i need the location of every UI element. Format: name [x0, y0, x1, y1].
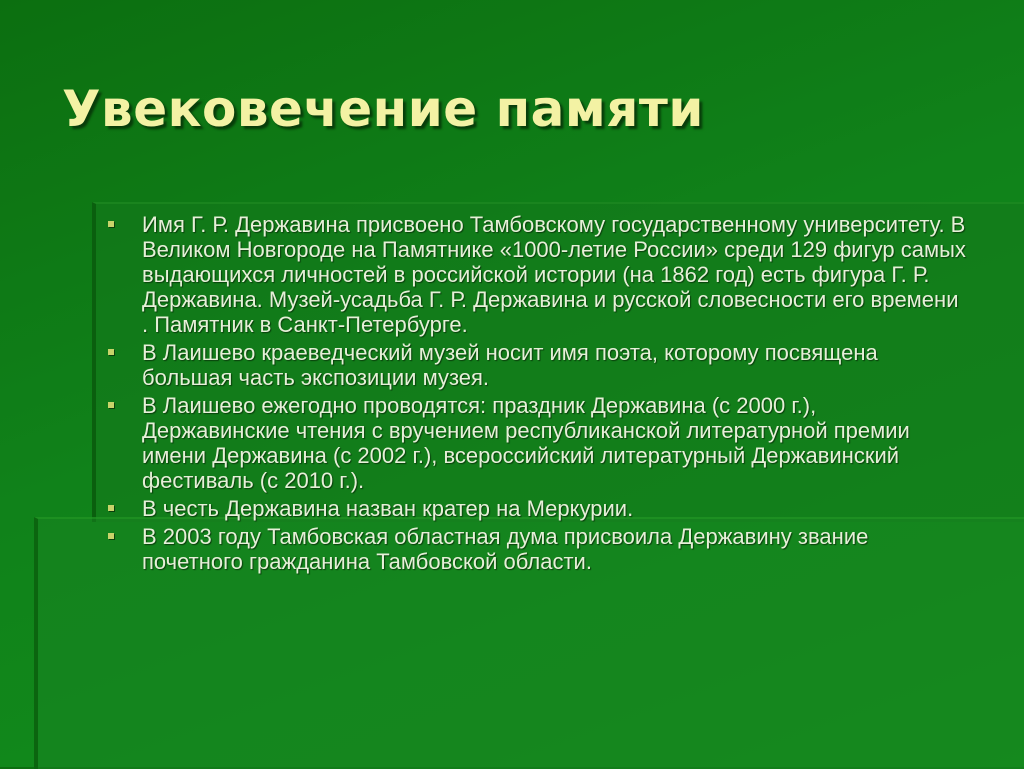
list-item-text: В Лаишево ежегодно проводятся: праздник Державина (с 2000 г.), Державинские чтения с вручением республиканской литературной премии имени Державина (с 2002 г.), всероссийский литературный Державинский фестиваль (с 2010 г.). — [142, 393, 910, 493]
list-item-text: В 2003 году Тамбовская областная дума присвоила Державину звание почетного гражданина Тамбовской области. — [142, 524, 869, 574]
list-item — [108, 340, 968, 390]
slide-content — [108, 212, 968, 577]
slide-title: Увековечение памяти — [62, 80, 704, 138]
list-item — [108, 524, 968, 574]
bullet-square-icon — [108, 221, 114, 227]
bullet-square-icon — [108, 402, 114, 408]
list-item-text: В честь Державина назван кратер на Меркурии. — [142, 496, 634, 521]
list-item — [108, 393, 968, 493]
bullet-square-icon — [108, 349, 114, 355]
bullet-square-icon — [108, 533, 114, 539]
bullet-square-icon — [108, 505, 114, 511]
list-item — [108, 212, 968, 337]
list-item — [108, 496, 968, 521]
bullet-list — [108, 212, 968, 574]
list-item-text: В Лаишево краеведческий музей носит имя поэта, которому посвящена большая часть экспозиции музея. — [142, 340, 878, 390]
list-item-text: Имя Г. Р. Державина присвоено Тамбовскому государственному университету. В Великом Новгороде на Памятнике «1000-летие России» среди 129 фигур самых выдающихся личностей в российской истории (на 1862 год) есть фигура Г. Р. Державина. Музей-усадьба Г. Р. Державина и русской словесности его времени . Памятник в Санкт-Петербурге. — [142, 212, 966, 337]
